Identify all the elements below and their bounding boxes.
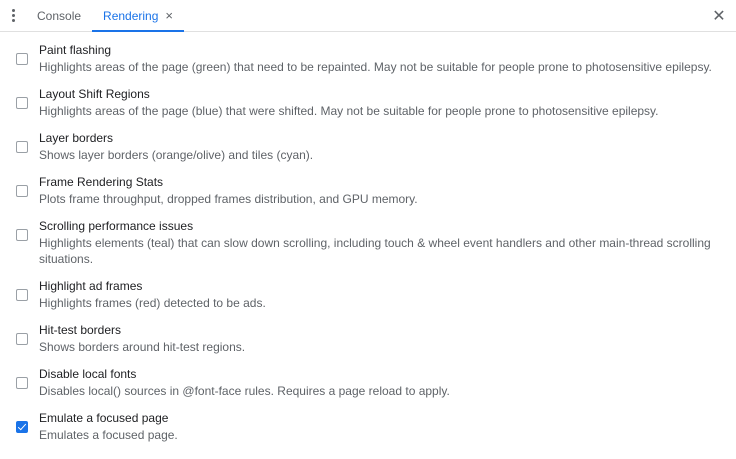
tab-console[interactable] — [26, 0, 92, 31]
setting-description: Plots frame throughput, dropped frames distribution, and GPU memory. — [39, 192, 418, 206]
setting-highlight-ad-frames[interactable] — [0, 278, 736, 311]
setting-description: Highlights areas of the page (blue) that were shifted. May not be suitable for people prone to photosensitive epilepsy. — [39, 104, 659, 118]
setting-scrolling-performance-issues[interactable] — [0, 218, 736, 267]
tab-rendering-close-icon[interactable]: × — [165, 8, 173, 23]
tab-rendering-label: Rendering — [103, 8, 159, 23]
setting-text — [39, 86, 722, 119]
setting-text — [39, 174, 722, 207]
setting-description: Disables local() sources in @font-face rules. Requires a page reload to apply. — [39, 384, 450, 398]
setting-description: Highlights frames (red) detected to be ads. — [39, 296, 266, 310]
close-icon[interactable]: ✕ — [712, 7, 726, 25]
setting-title: Frame Rendering Stats — [39, 175, 164, 189]
setting-text — [39, 218, 722, 267]
setting-hit-test-borders[interactable] — [0, 322, 736, 355]
setting-title: Disable local fonts — [39, 367, 137, 381]
setting-text — [39, 366, 722, 399]
tab-console-label: Console — [37, 8, 82, 23]
setting-emulate-a-focused-page[interactable] — [0, 410, 736, 443]
setting-title: Highlight ad frames — [39, 279, 143, 293]
checkbox-hit-test-borders[interactable] — [16, 333, 28, 345]
checkbox-paint-flashing[interactable] — [16, 53, 28, 65]
setting-text — [39, 278, 722, 311]
setting-title: Scrolling performance issues — [39, 219, 194, 233]
checkbox-layer-borders[interactable] — [16, 141, 28, 153]
setting-title: Paint flashing — [39, 43, 112, 57]
rendering-options-list — [0, 32, 736, 459]
setting-title: Emulate a focused page — [39, 411, 169, 425]
setting-title: Layer borders — [39, 131, 114, 145]
setting-text — [39, 410, 722, 443]
setting-layout-shift-regions[interactable] — [0, 86, 736, 119]
setting-description: Shows layer borders (orange/olive) and tiles (cyan). — [39, 148, 314, 162]
setting-description: Highlights areas of the page (green) that need to be repainted. May not be suitable for people prone to photosensitive epilepsy. — [39, 60, 712, 74]
checkbox-highlight-ad-frames[interactable] — [16, 289, 28, 301]
setting-paint-flashing[interactable] — [0, 42, 736, 75]
setting-title: Layout Shift Regions — [39, 87, 150, 101]
checkbox-layout-shift-regions[interactable] — [16, 97, 28, 109]
setting-text — [39, 130, 722, 163]
more-vertical-dots — [12, 9, 15, 22]
setting-description: Emulates a focused page. — [39, 428, 178, 442]
setting-title: Hit-test borders — [39, 323, 122, 337]
setting-layer-borders[interactable] — [0, 130, 736, 163]
checkbox-emulate-a-focused-page[interactable] — [16, 421, 28, 433]
tab-bar-spacer — [184, 0, 702, 31]
setting-description: Shows borders around hit-test regions. — [39, 340, 246, 354]
setting-frame-rendering-stats[interactable] — [0, 174, 736, 207]
checkbox-disable-local-fonts[interactable] — [16, 377, 28, 389]
checkbox-scrolling-performance-issues[interactable] — [16, 229, 28, 241]
tab-rendering[interactable] — [92, 0, 184, 31]
setting-text — [39, 42, 722, 75]
setting-text — [39, 322, 722, 355]
devtools-tab-bar — [0, 0, 736, 32]
setting-description: Highlights elements (teal) that can slow down scrolling, including touch & wheel event handlers and other main-thread scrolling situations. — [39, 236, 711, 266]
checkbox-frame-rendering-stats[interactable] — [16, 185, 28, 197]
setting-disable-local-fonts[interactable] — [0, 366, 736, 399]
more-vertical-icon[interactable] — [0, 0, 26, 31]
